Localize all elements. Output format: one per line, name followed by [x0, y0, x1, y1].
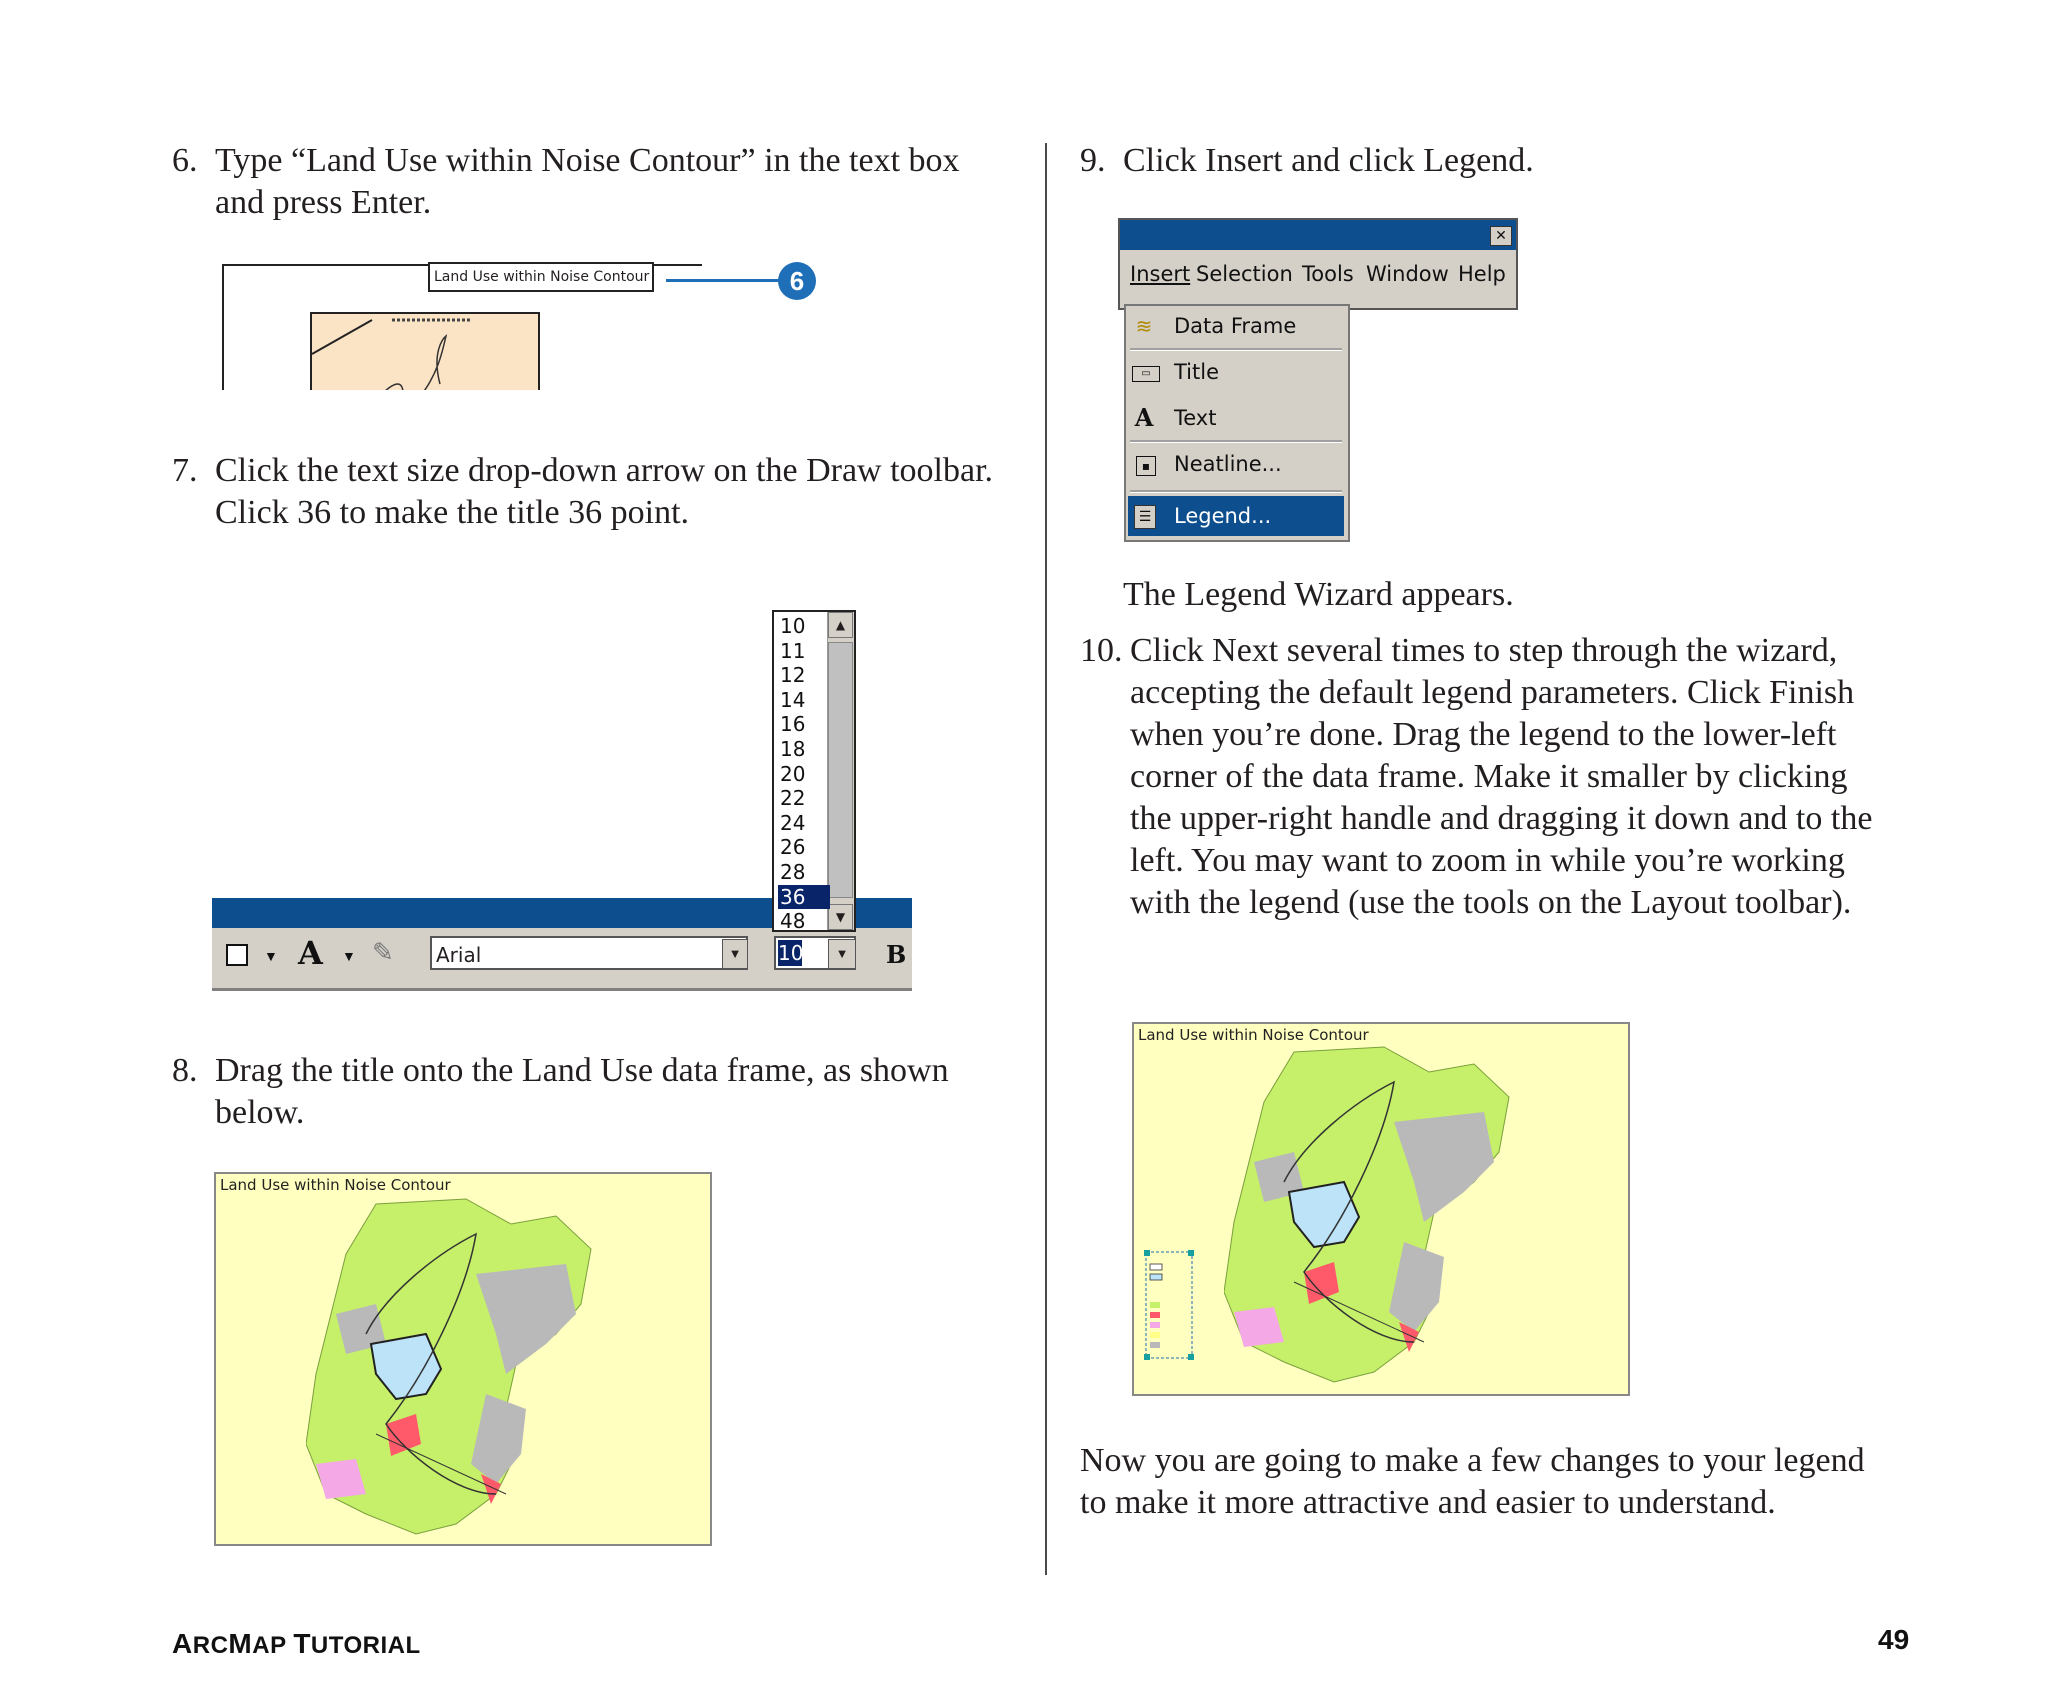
step-number: 6.: [172, 142, 198, 179]
font-size-option[interactable]: 10: [780, 614, 806, 638]
step-6: [172, 140, 1052, 230]
menu-window[interactable]: Window: [1366, 262, 1449, 286]
title-icon: ▭: [1132, 366, 1160, 382]
menu-item-legend[interactable]: [1128, 496, 1344, 536]
layout-title-snippet: [222, 262, 702, 390]
font-size-option[interactable]: 11: [780, 638, 806, 663]
menu-item-data-frame[interactable]: [1128, 306, 1344, 346]
paragraph-line1: Now you are going to make a few changes to your legend: [1080, 1442, 1865, 1479]
thumbnail-map-sketch: [312, 314, 538, 390]
menu-item-label: Title: [1174, 360, 1220, 384]
map-legend[interactable]: [1144, 1250, 1196, 1362]
window-title-bar: [1120, 220, 1516, 250]
step-text-line2: and press Enter.: [215, 184, 432, 221]
font-size-option[interactable]: 48: [780, 909, 806, 934]
paragraph-line2: to make it more attractive and easier to understand.: [1080, 1484, 1776, 1521]
closing-paragraph: [1080, 1440, 1980, 1530]
text-icon: A: [1134, 403, 1154, 432]
menu-help[interactable]: Help: [1458, 262, 1506, 286]
font-size-dropdown-arrow-icon[interactable]: ▼: [828, 939, 856, 969]
menu-item-label: Text: [1174, 406, 1217, 430]
text-tool-icon[interactable]: A: [298, 934, 323, 972]
font-size-option[interactable]: 20: [780, 761, 806, 786]
bold-button[interactable]: B: [886, 940, 907, 969]
step-8: [172, 1050, 1052, 1140]
scroll-thumb[interactable]: [828, 642, 853, 898]
menu-separator: [1130, 440, 1342, 443]
font-size-option[interactable]: 24: [780, 810, 806, 835]
legend-wizard-note: The Legend Wizard appears.: [1123, 576, 1514, 613]
font-size-list: [772, 610, 856, 932]
land-use-map: [1224, 1042, 1554, 1392]
step-text-line1: Type “Land Use within Noise Contour” in the text box: [215, 142, 960, 179]
land-use-map-frame-with-legend: [1132, 1022, 1630, 1396]
land-use-map-frame: [214, 1172, 712, 1546]
edit-vertices-icon[interactable]: ✎: [372, 938, 394, 967]
step-7: [172, 450, 1052, 540]
menu-separator: [1130, 490, 1342, 493]
step-9: [1080, 140, 1960, 190]
menu-tools[interactable]: Tools: [1302, 262, 1354, 286]
step-number: 9.: [1080, 142, 1106, 179]
font-size-option[interactable]: 28: [780, 860, 806, 884]
rectangle-tool-icon[interactable]: [226, 944, 248, 966]
font-size-option[interactable]: 22: [780, 786, 806, 811]
legend-icon: ☰: [1134, 505, 1156, 529]
step-text-line: corner of the data frame. Make it smaller by clicking: [1130, 758, 1848, 795]
menu-item-label: Legend...: [1174, 504, 1272, 528]
land-use-map: [306, 1194, 636, 1544]
step-number: 7.: [172, 452, 198, 489]
step-text-line: left. You may want to zoom in while you’re working: [1130, 842, 1845, 879]
list-scrollbar[interactable]: [827, 612, 854, 930]
step-10: [1080, 630, 1980, 930]
font-size-option[interactable]: 16: [780, 712, 806, 737]
scroll-down-arrow-icon[interactable]: ▼: [828, 904, 853, 930]
menu-item-text[interactable]: [1128, 398, 1344, 438]
font-size-option[interactable]: 18: [780, 737, 806, 761]
step-text-line: Click Next several times to step through the wizard,: [1130, 632, 1838, 669]
column-divider: [1045, 143, 1047, 1575]
scroll-up-arrow-icon[interactable]: ▲: [828, 612, 853, 638]
step-text-line: the upper-right handle and dragging it down and to the: [1130, 800, 1873, 837]
step-text-line1: Click the text size drop-down arrow on the Draw toolbar.: [215, 452, 994, 489]
step-text-line: accepting the default legend parameters. Click Finish: [1130, 674, 1855, 711]
menu-item-title[interactable]: [1128, 352, 1344, 392]
step-text-line1: Drag the title onto the Land Use data frame, as shown: [215, 1052, 949, 1089]
step-text-line: when you’re done. Drag the legend to the lower-left: [1130, 716, 1837, 753]
menu-item-neatline[interactable]: [1128, 444, 1344, 484]
step-number: 8.: [172, 1052, 198, 1089]
font-size-option[interactable]: 12: [780, 663, 806, 688]
text-dropdown-arrow-icon[interactable]: ▼: [342, 950, 356, 965]
callout-line: [666, 279, 782, 282]
step-text-line: with the legend (use the tools on the Layout toolbar).: [1130, 884, 1852, 921]
font-size-option[interactable]: 26: [780, 835, 806, 860]
font-name-combo[interactable]: Arial: [430, 936, 748, 970]
font-size-option[interactable]: 14: [780, 687, 806, 712]
data-frame-icon: ≋: [1135, 314, 1153, 338]
menu-insert[interactable]: Insert: [1130, 262, 1191, 286]
page-number: 49: [1878, 1624, 1910, 1655]
menu-item-label: Data Frame: [1174, 314, 1297, 338]
step-text-line2: Click 36 to make the title 36 point.: [215, 494, 690, 531]
footer-book-title: ARCMAP TUTORIAL: [172, 1628, 421, 1659]
map-title: Land Use within Noise Contour: [220, 1176, 451, 1194]
font-dropdown-arrow-icon[interactable]: ▼: [722, 939, 748, 969]
data-frame-thumbnail: [310, 312, 540, 390]
menu-selection[interactable]: Selection: [1196, 262, 1293, 286]
title-text-box[interactable]: Land Use within Noise Contour: [428, 262, 654, 292]
map-title: Land Use within Noise Contour: [1138, 1026, 1369, 1044]
step-number: 10.: [1080, 632, 1123, 669]
neatline-icon: ▪: [1136, 456, 1156, 476]
font-size-option[interactable]: 36: [778, 885, 830, 909]
callout-badge: 6: [778, 262, 816, 300]
step-text-line2: below.: [215, 1094, 305, 1131]
font-size-value[interactable]: 10: [778, 941, 804, 965]
menu-separator: [1130, 348, 1342, 351]
menu-item-label: Neatline...: [1174, 452, 1282, 476]
close-icon[interactable]: ✕: [1490, 226, 1512, 246]
rectangle-dropdown-arrow-icon[interactable]: ▼: [264, 950, 278, 965]
step-text-line1: Click Insert and click Legend.: [1123, 142, 1534, 179]
